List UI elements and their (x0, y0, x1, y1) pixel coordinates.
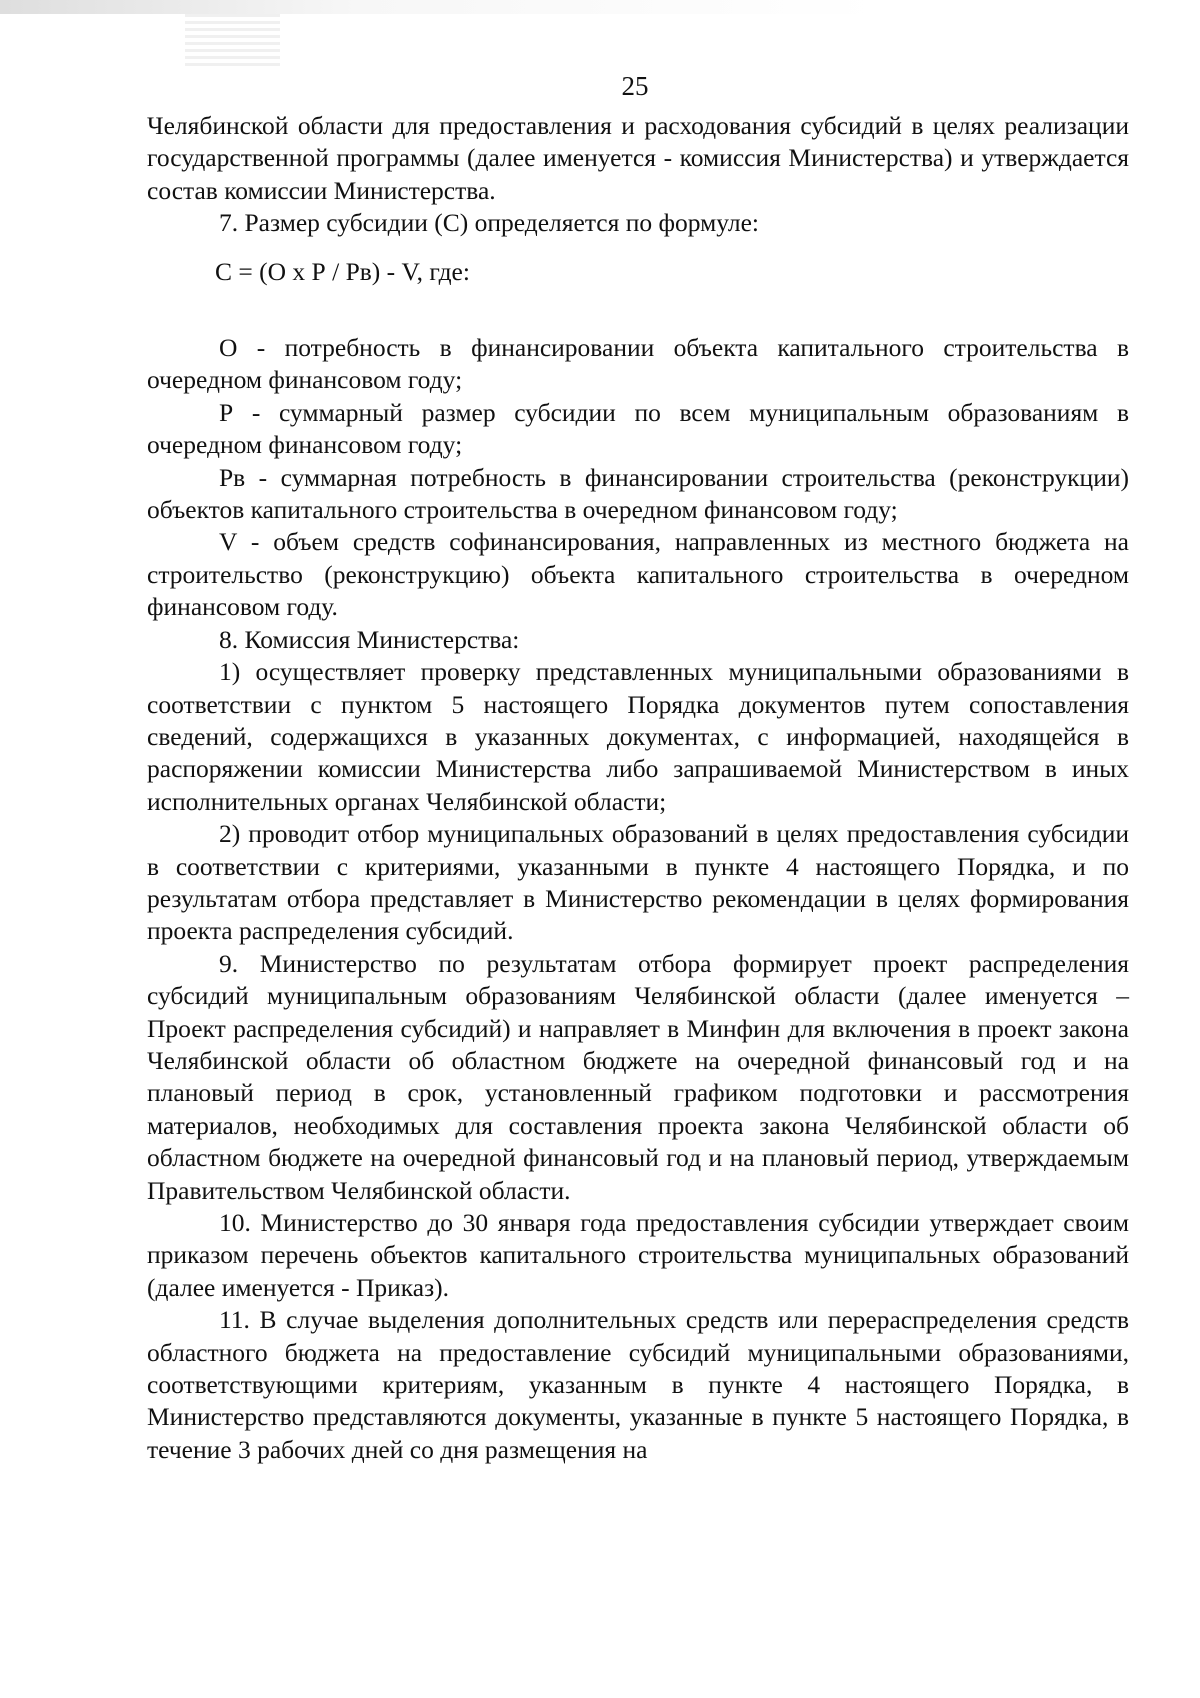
paragraph-continuation: Челябинской области для предоставления и расходования субсидий в целях реализации государственной программы (далее именуется - комиссия Министерства) и утверждается состав комиссии Министерства. (147, 111, 1129, 205)
paragraph-definition-pv: Рв - суммарная потребность в финансировании строительства (реконструкции) объектов капитального строительства в очередном финансовом году; (147, 462, 1129, 525)
formula: С = (О х Р / Рв) - V, где: (215, 256, 470, 286)
paragraph-7: 7. Размер субсидии (С) определяется по формуле: (219, 208, 760, 238)
paragraph-8-item-2: 2) проводит отбор муниципальных образований в целях предоставления субсидии в соответствии с критериями, указанными в пункте 4 настоящего Порядка, и по результатам отбора представляет в Министерство рекомендации в целях формирования проекта распределения субсидий. (147, 819, 1129, 946)
paragraph-definition-p: Р - суммарный размер субсидии по всем муниципальным образованиям в очередном финансовом году; (147, 397, 1129, 460)
paragraph-9: 9. Министерство по результатам отбора формирует проект распределения субсидий муниципальным образованиям Челябинской области (далее именуется – Проект распределения субсидий) и направляет в Минфин для включения в проект закона Челябинской области об областном бюджете на очередной финансовый год и на плановый период в срок, установленный графиком подготовки и рассмотрения материалов, необходимых для составления проекта закона Челябинской области об областном бюджете на очередной финансовый год и на плановый период, утверждаемым Правительством Челябинской области. (147, 948, 1129, 1205)
paragraph-10: 10. Министерство до 30 января года предоставления субсидии утверждает своим приказом перечень объектов капитального строительства муниципальных образований (далее именуется - Приказ). (147, 1208, 1129, 1302)
paragraph-8-item-1: 1) осуществляет проверку представленных муниципальными образованиями в соответствии с пунктом 5 настоящего Порядка документов путем сопоставления сведений, содержащихся в указанных документах, с информацией, находящейся в распоряжении комиссии Министерства либо запрашиваемой Министерством в иных исполнительных органах Челябинской области; (147, 657, 1129, 816)
document-body (147, 110, 1129, 1466)
scan-artifact-stamp (185, 14, 280, 66)
scan-artifact (0, 0, 880, 14)
paragraph-8: 8. Комиссия Министерства: (219, 624, 520, 654)
paragraph-definition-v: V - объем средств софинансирования, направленных из местного бюджета на строительство (реконструкцию) объекта капитального строительства в очередном финансовом году. (147, 527, 1129, 622)
paragraph-11: 11. В случае выделения дополнительных средств или перераспределения средств областного бюджета на предоставление субсидий муниципальными образованиями, соответствующими критериям, указанным в пункте 4 настоящего Порядка, в Министерство представляются документы, указанные в пункте 5 настоящего Порядка, в течение 3 рабочих дней со дня размещения на (147, 1305, 1129, 1464)
paragraph-definition-o: О - потребность в финансировании объекта капитального строительства в очередном финансовом году; (147, 333, 1129, 395)
page-number: 25 (621, 71, 649, 101)
